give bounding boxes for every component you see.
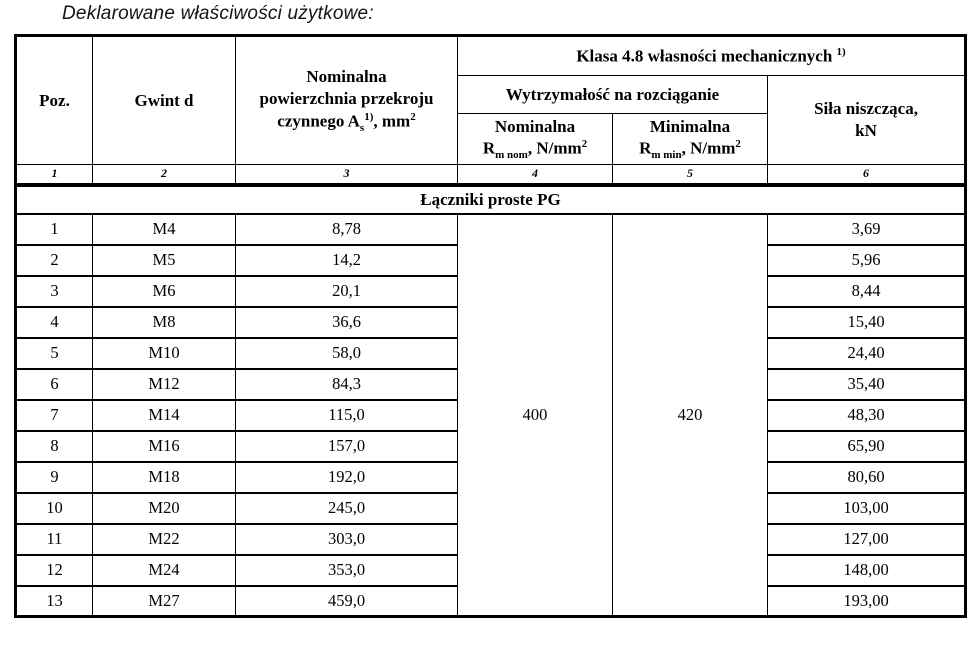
cell-sila: 3,69 xyxy=(768,214,966,245)
cell-area: 192,0 xyxy=(236,462,458,493)
cell-area: 303,0 xyxy=(236,524,458,555)
cell-gwint: M5 xyxy=(93,245,236,276)
column-number: 4 xyxy=(458,165,613,185)
header-sila-line1: Siła niszcząca, xyxy=(814,99,918,119)
cell-sila: 148,00 xyxy=(768,555,966,586)
cell-poz: 12 xyxy=(16,555,93,586)
cell-poz: 10 xyxy=(16,493,93,524)
cell-sila: 127,00 xyxy=(768,524,966,555)
cell-area: 84,3 xyxy=(236,369,458,400)
column-number: 5 xyxy=(613,165,768,185)
header-area-subscript: s xyxy=(359,121,365,134)
cell-area: 8,78 xyxy=(236,214,458,245)
column-number: 6 xyxy=(768,165,966,185)
cell-area: 245,0 xyxy=(236,493,458,524)
header-rm-min-unit-exp: 2 xyxy=(735,138,741,151)
header-rm-nom-unit: , N/mm xyxy=(527,138,582,158)
header-area xyxy=(236,36,458,165)
cell-poz: 3 xyxy=(16,276,93,307)
cell-poz: 4 xyxy=(16,307,93,338)
cell-gwint: M20 xyxy=(93,493,236,524)
column-number-row xyxy=(16,165,966,185)
header-klasa xyxy=(458,36,966,76)
cell-poz: 1 xyxy=(16,214,93,245)
cell-poz: 7 xyxy=(16,400,93,431)
cell-poz: 9 xyxy=(16,462,93,493)
cell-sila: 103,00 xyxy=(768,493,966,524)
cell-gwint: M22 xyxy=(93,524,236,555)
cell-gwint: M6 xyxy=(93,276,236,307)
cell-rm-min-value: 420 xyxy=(613,214,768,617)
column-number: 2 xyxy=(93,165,236,185)
cell-area: 115,0 xyxy=(236,400,458,431)
column-number: 3 xyxy=(236,165,458,185)
header-area-line2: powierzchnia przekroju xyxy=(259,88,434,108)
header-rm-min-symbol: R xyxy=(639,138,652,158)
cell-area: 58,0 xyxy=(236,338,458,369)
cell-gwint: M16 xyxy=(93,431,236,462)
header-rm-nom-unit-exp: 2 xyxy=(581,138,588,151)
header-wytrzymalosc: Wytrzymałość na rozciąganie xyxy=(458,76,768,114)
header-rm-nom-symbol: R xyxy=(482,138,496,158)
header-area-line3: czynnego A xyxy=(277,111,360,131)
header-rm-min-line1: Minimalna xyxy=(649,116,731,136)
cell-poz: 6 xyxy=(16,369,93,400)
cell-gwint: M10 xyxy=(93,338,236,369)
cell-poz: 11 xyxy=(16,524,93,555)
cell-gwint: M14 xyxy=(93,400,236,431)
cell-gwint: M12 xyxy=(93,369,236,400)
header-rm-min-subscript: m min xyxy=(651,149,682,162)
header-poz: Poz. xyxy=(16,36,93,165)
cell-rm-nom-value: 400 xyxy=(458,214,613,617)
cell-gwint: M24 xyxy=(93,555,236,586)
cell-gwint: M18 xyxy=(93,462,236,493)
header-gwint: Gwint d xyxy=(93,36,236,165)
header-rm-nom-line1: Nominalna xyxy=(494,116,576,136)
document-title: Deklarowane właściwości użytkowe: xyxy=(62,3,374,24)
cell-area: 459,0 xyxy=(236,586,458,617)
cell-sila: 35,40 xyxy=(768,369,966,400)
header-rm-nom xyxy=(458,114,613,165)
section-row xyxy=(16,185,966,214)
cell-area: 36,6 xyxy=(236,307,458,338)
header-area-line1: Nominalna xyxy=(306,67,387,87)
header-area-unit-exp: 2 xyxy=(410,110,416,123)
cell-sila: 48,30 xyxy=(768,400,966,431)
cell-gwint: M27 xyxy=(93,586,236,617)
cell-sila: 5,96 xyxy=(768,245,966,276)
cell-area: 353,0 xyxy=(236,555,458,586)
cell-sila: 24,40 xyxy=(768,338,966,369)
cell-gwint: M4 xyxy=(93,214,236,245)
cell-area: 157,0 xyxy=(236,431,458,462)
declared-properties-table xyxy=(14,34,967,618)
header-row-1 xyxy=(16,36,966,76)
header-klasa-text: Klasa 4.8 własności mechanicznych xyxy=(576,46,837,66)
cell-sila: 8,44 xyxy=(768,276,966,307)
header-sila xyxy=(768,76,966,165)
cell-poz: 8 xyxy=(16,431,93,462)
table-row xyxy=(16,214,966,245)
header-rm-nom-subscript: m nom xyxy=(495,149,528,162)
cell-area: 14,2 xyxy=(236,245,458,276)
cell-gwint: M8 xyxy=(93,307,236,338)
column-number: 1 xyxy=(16,165,93,185)
header-rm-min xyxy=(613,114,768,165)
header-area-unit: , mm xyxy=(373,111,411,131)
header-sila-line2: kN xyxy=(855,121,877,140)
cell-poz: 13 xyxy=(16,586,93,617)
header-rm-min-unit: , N/mm xyxy=(681,138,736,158)
header-klasa-footnote: 1) xyxy=(836,45,846,58)
cell-sila: 65,90 xyxy=(768,431,966,462)
header-area-footnote: 1) xyxy=(364,110,374,123)
cell-poz: 5 xyxy=(16,338,93,369)
cell-sila: 15,40 xyxy=(768,307,966,338)
cell-sila: 193,00 xyxy=(768,586,966,617)
cell-area: 20,1 xyxy=(236,276,458,307)
cell-sila: 80,60 xyxy=(768,462,966,493)
section-title: Łączniki proste PG xyxy=(16,185,966,214)
cell-poz: 2 xyxy=(16,245,93,276)
